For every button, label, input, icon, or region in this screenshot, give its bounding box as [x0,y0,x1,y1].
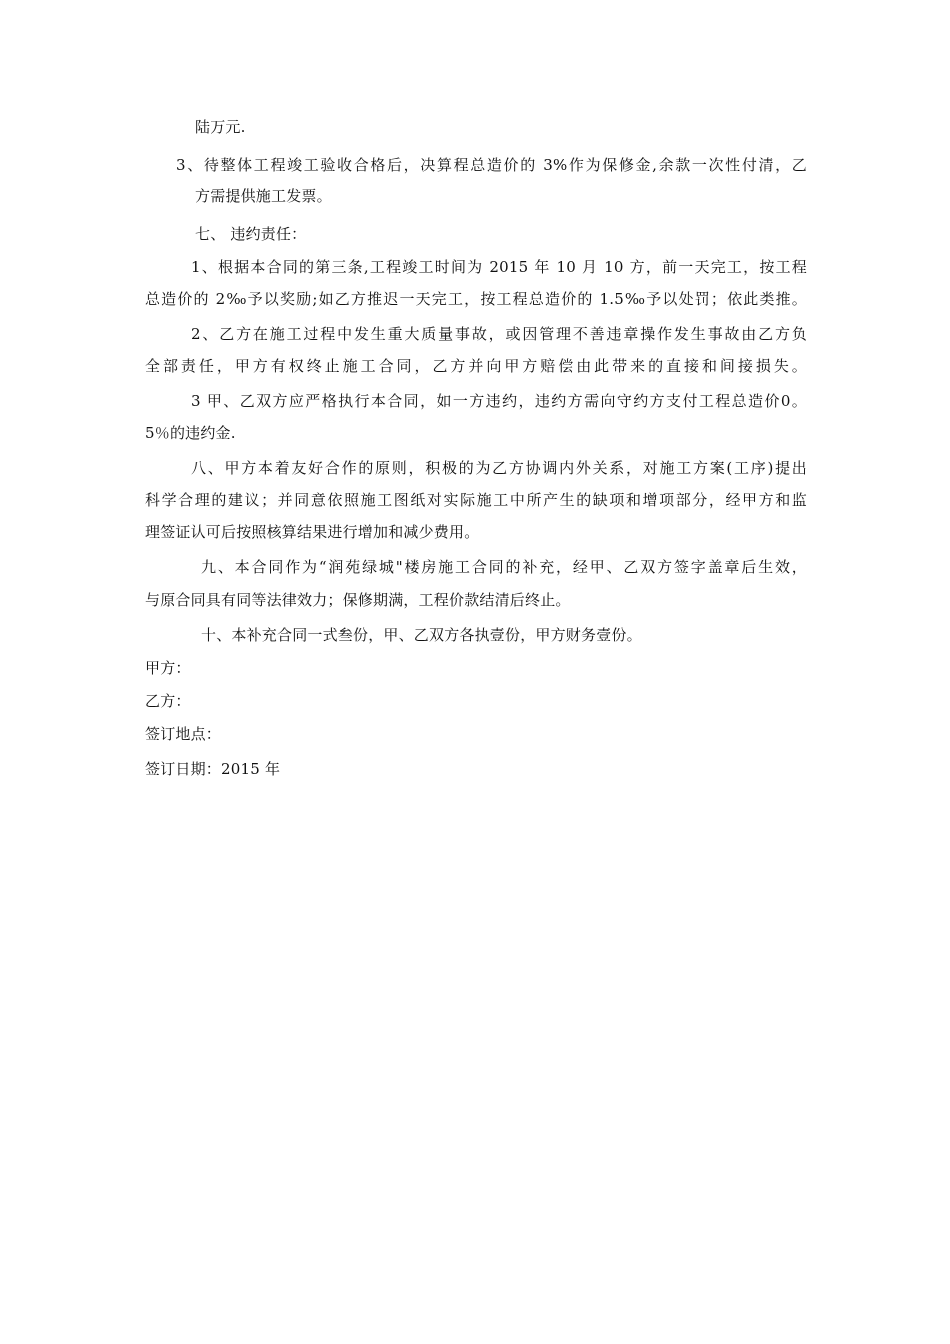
signing-date-label: 签订日期：2015 年 [145,760,281,778]
breach-clause-2-line-1: 2、乙方在施工过程中发生重大质量事故，或因管理不善违章操作发生事故由乙方负 [191,325,807,343]
payment-clause-3-line-1: 3、待整体工程竣工验收合格后，决算程总造价的 3%作为保修金,余款一次性付清，乙 [176,156,807,174]
breach-clause-3-line-1: 3 甲、乙双方应严格执行本合同，如一方违约，违约方需向守约方支付工程总造价0。 [191,392,807,410]
party-b-label: 乙方： [145,692,191,710]
section-8-line-1: 八、甲方本着友好合作的原则，积极的为乙方协调内外关系，对施工方案(工序)提出 [191,459,807,477]
section-10: 十、本补充合同一式叁份，甲、乙双方各执壹份，甲方财务壹份。 [201,626,642,644]
section-8-line-3: 理签证认可后按照核算结果进行增加和减少费用。 [145,523,480,541]
party-a-label: 甲方： [145,659,191,677]
payment-amount-continuation: 陆万元. [195,118,246,136]
section-8-line-2: 科学合理的建议；并同意依照施工图纸对实际施工中所产生的缺项和增项部分，经甲方和监 [145,491,807,509]
breach-clause-2-line-2: 全部责任，甲方有权终止施工合同，乙方并向甲方赔偿由此带来的直接和间接损失。 [145,357,807,375]
breach-clause-3-line-2: 5％的违约金. [145,424,236,442]
breach-clause-1-line-1: 1、根据本合同的第三条,工程竣工时间为 2015 年 10 月 10 方，前一天完工，按工程 [191,258,807,276]
section-9-line-2: 与原合同具有同等法律效力；保修期满，工程价款结清后终止。 [145,591,571,609]
signing-place-label: 签订地点： [145,725,222,743]
breach-clause-1-line-2: 总造价的 2‰予以奖励;如乙方推迟一天完工，按工程总造价的 1.5‰予以处罚；依此类推。 [145,290,807,308]
payment-clause-3-line-2: 方需提供施工发票。 [195,187,332,205]
section-heading-breach: 七、 违约责任： [195,225,307,243]
section-9-line-1: 九、本合同作为“润苑绿城"楼房施工合同的补充，经甲、乙双方签字盖章后生效， [201,558,807,576]
